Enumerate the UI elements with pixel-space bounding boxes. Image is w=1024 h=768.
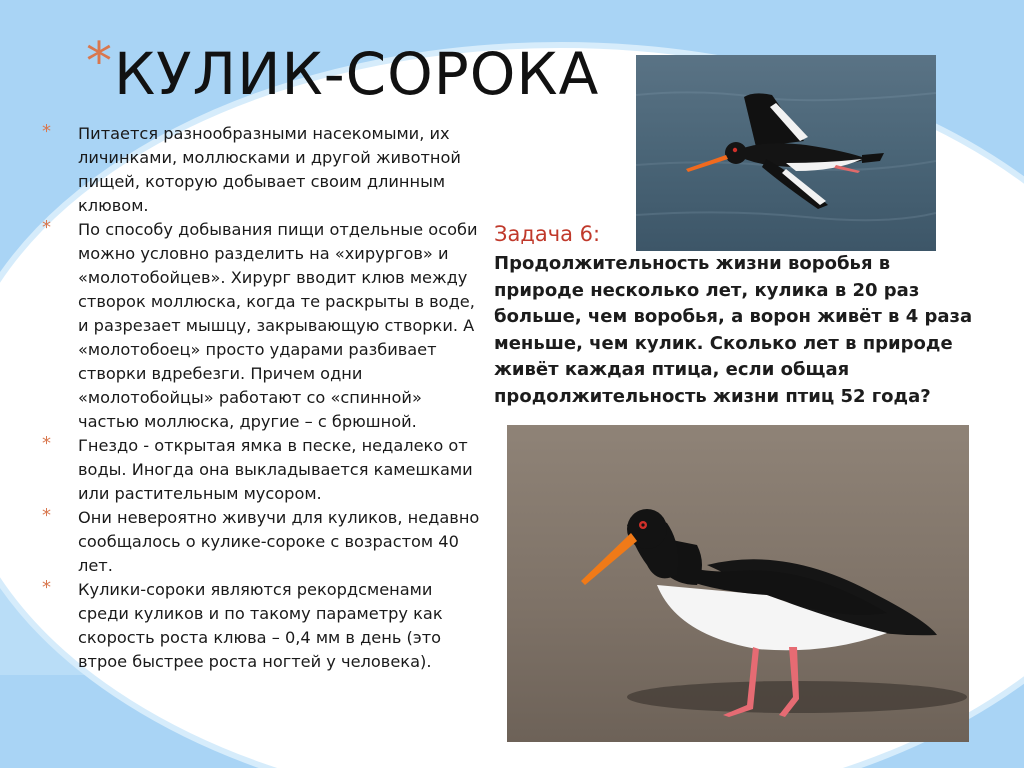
list-item [40,434,485,506]
list-item-text: Они невероятно живучи для куликов, недавно сообщалось о кулике-сороке с возрастом 40 лет. [78,508,480,575]
bullet-asterisk-icon: * [42,433,51,454]
list-item-text: Гнездо - открытая ямка в песке, недалеко от воды. Иногда она выкладывается камешками или растительным мусором. [78,436,473,503]
page-title [86,32,600,112]
bullet-asterisk-icon: * [42,505,51,526]
list-item [40,506,485,578]
flying-bird-photo [636,55,936,251]
list-item [40,578,485,674]
facts-list [40,122,485,674]
page-title-text: КУЛИК-СОРОКА [114,40,600,108]
list-item-text: Питается разнообразными насекомыми, их личинками, моллюсками и другой животной пищей, которую добывает своим длинным клювом. [78,124,461,215]
task-text: Продолжительность жизни воробья в природе несколько лет, кулика в 20 раз больше, чем воробья, а ворон живёт в 4 раза меньше, чем кулик. Сколько лет в природе живёт каждая птица, если общая продолжительность жизни птиц 52 года? [494,253,973,407]
bullet-asterisk-icon: * [42,577,51,598]
list-item [40,218,485,434]
list-item-text: Кулики-сороки являются рекордсменами среди куликов и по такому параметру как скорость роста клюва – 0,4 мм в день (это втрое быстрее роста ногтей у человека). [78,580,443,671]
standing-bird-photo [507,425,969,742]
title-asterisk: * [86,32,112,92]
task-title: Задача 6: [494,222,601,246]
list-item [40,122,485,218]
bullet-asterisk-icon: * [42,217,51,238]
list-item-text: По способу добывания пищи отдельные особи можно условно разделить на «хирургов» и «молотобойцев». Хирург вводит клюв между створок моллюска, когда те раскрыты в воде, и разрезает мышцу, закрывающую створки. А «молотобоец» просто ударами разбивает створки вдребезги. Причем одни «молотобойцы» работают со «спинной» частью моллюска, другие – с брюшной. [78,220,478,431]
bullet-asterisk-icon: * [42,121,51,142]
